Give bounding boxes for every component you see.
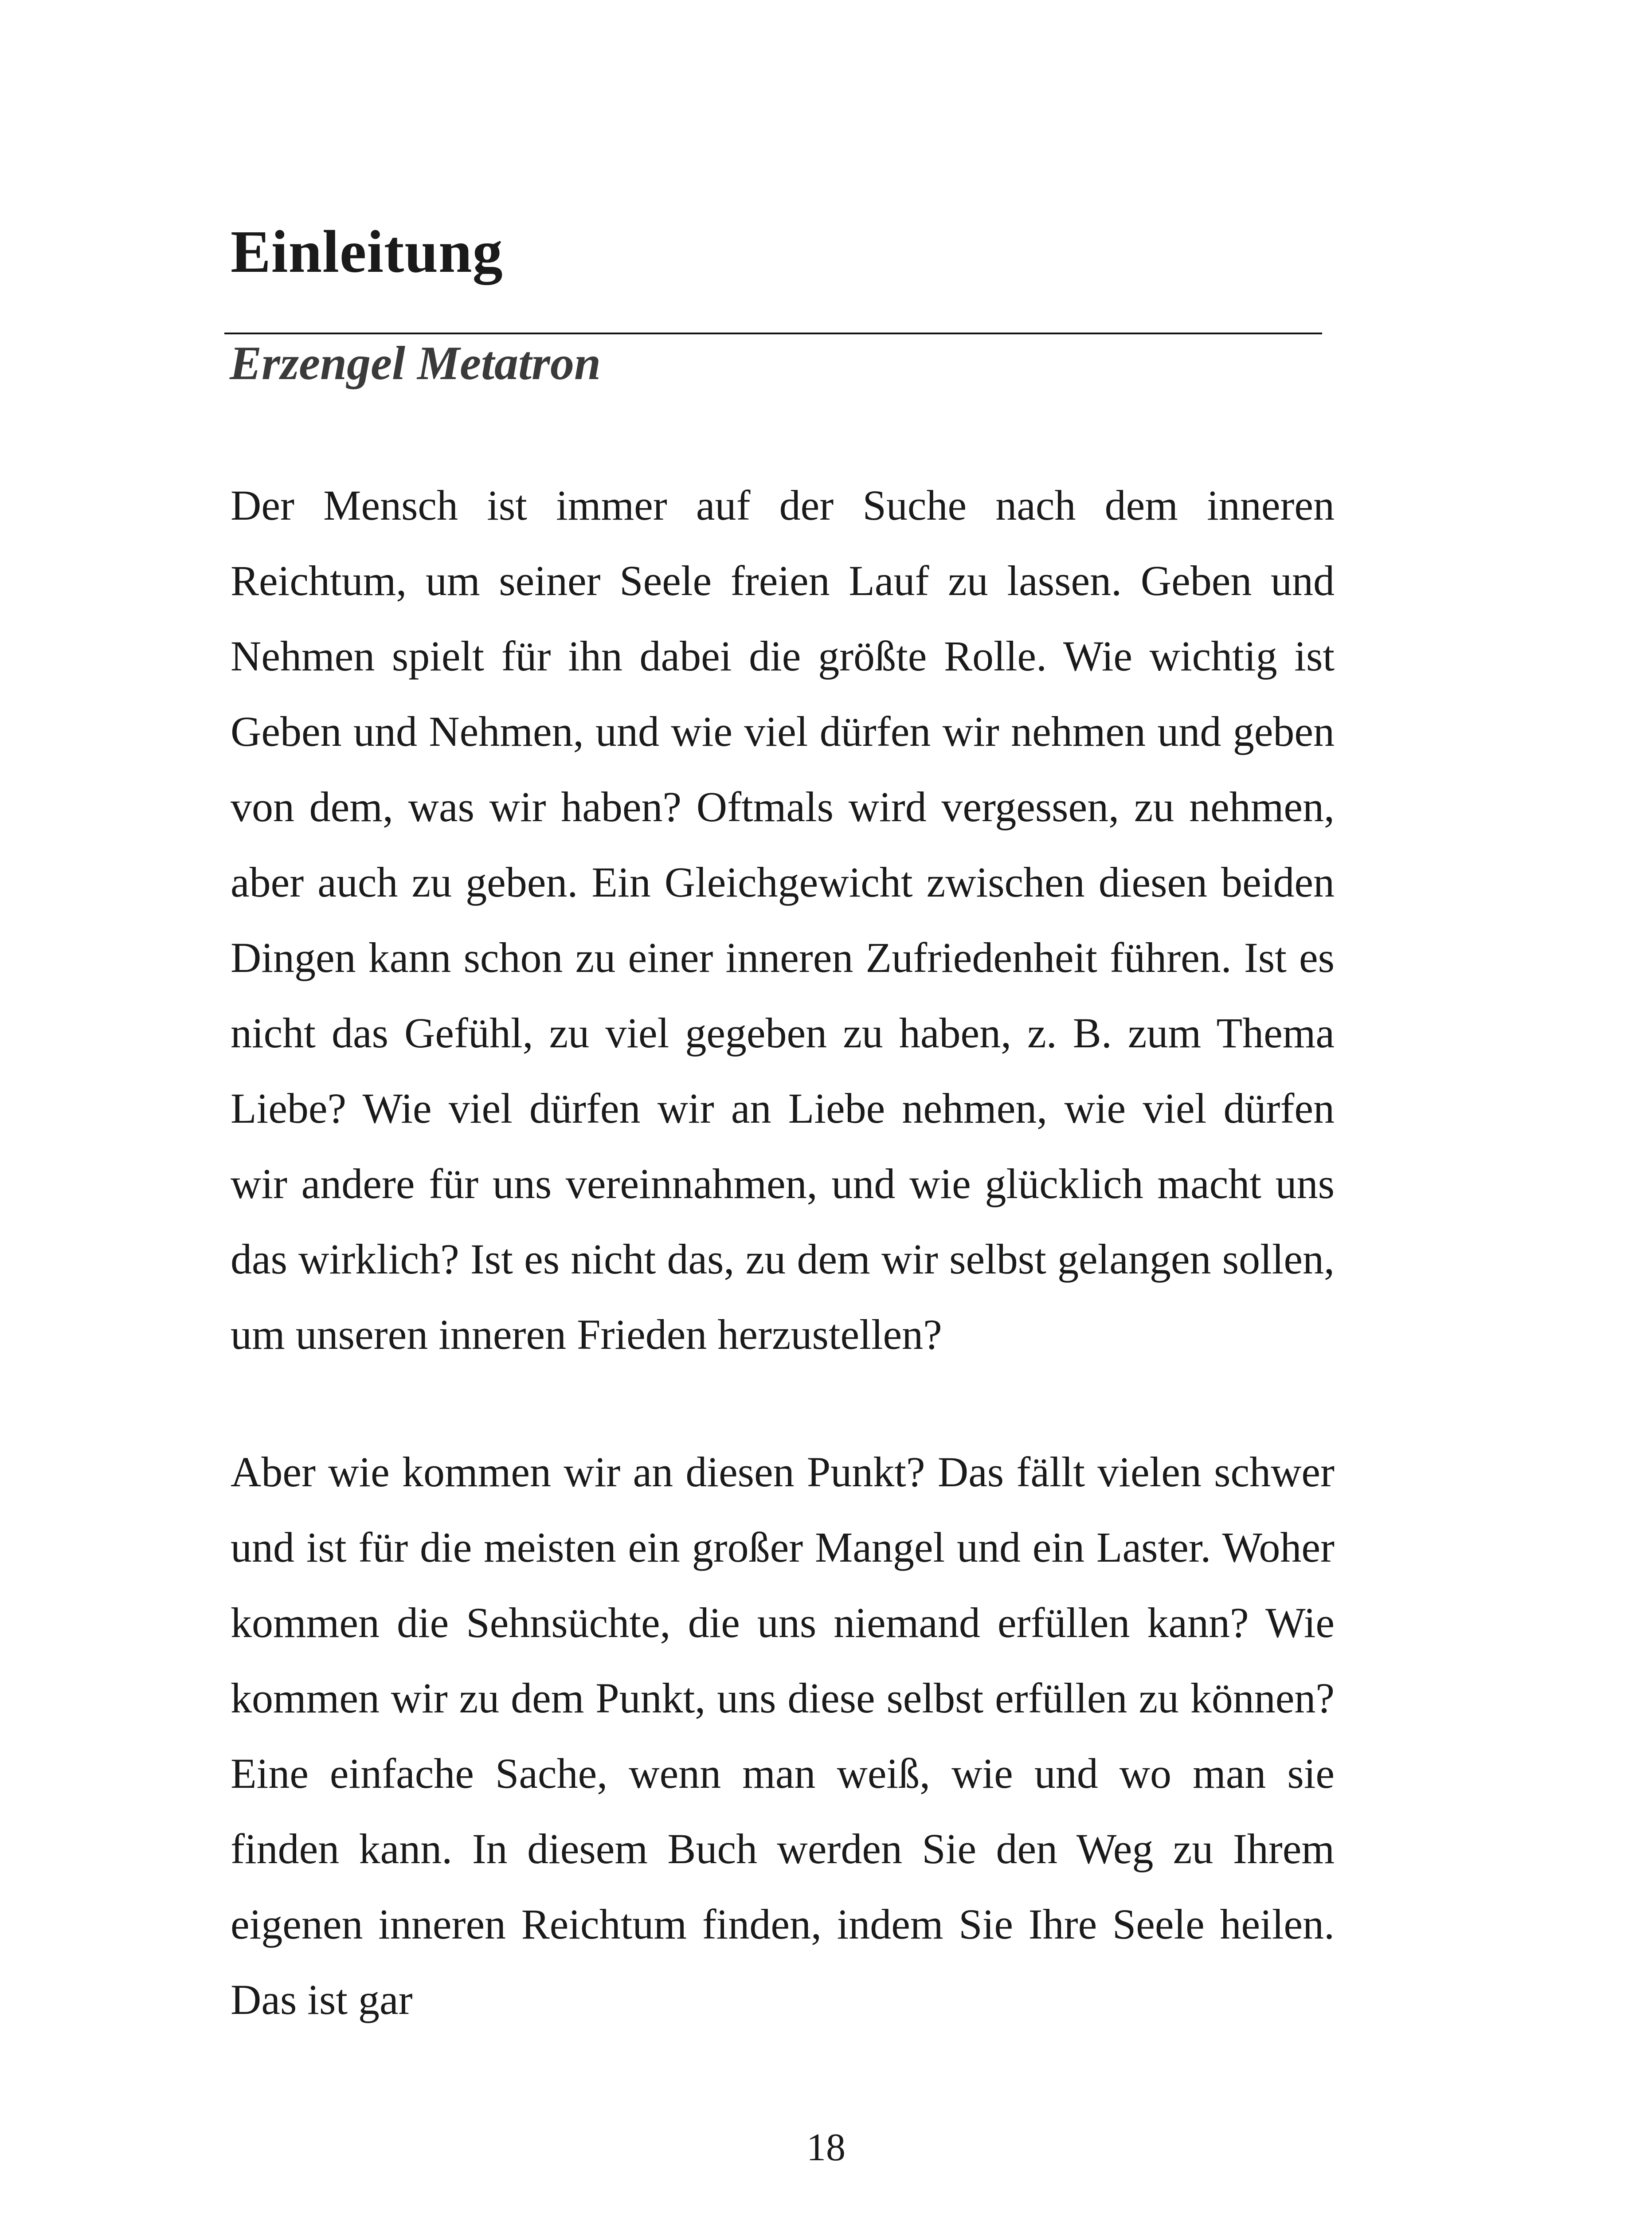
title-divider <box>224 333 1322 334</box>
body-paragraph: Der Mensch ist immer auf der Suche nach dem inneren Reichtum, um seiner Seele freien Lauf zu lassen. Geben und Nehmen spielt für ihn dabei die größte Rolle. Wie wichtig ist Geben und Nehmen, und wie viel dürfen wir nehmen und geben von dem, was wir haben? Oftmals wird vergessen, zu nehmen, aber auch zu geben. Ein Gleichgewicht zwischen diesen beiden Dingen kann schon zu einer inneren Zufriedenheit führen. Ist es nicht das Gefühl, zu viel gegeben zu haben, z. B. zum Thema Liebe? Wie viel dürfen wir an Liebe nehmen, wie viel dürfen wir andere für uns vereinnahmen, und wie glücklich macht uns das wirklich? Ist es nicht das, zu dem wir selbst gelangen sollen, um unseren inneren Frieden herzustellen? <box>231 482 1335 1358</box>
page-number: 18 <box>806 2126 846 2169</box>
chapter-title: Einleitung <box>231 219 503 285</box>
chapter-subtitle: Erzengel Metatron <box>230 337 601 390</box>
body-paragraph: Aber wie kommen wir an diesen Punkt? Das fällt vielen schwer und ist für die meisten ein großer Mangel und ein Laster. Woher kommen die Sehnsüchte, die uns niemand erfüllen kann? Wie kommen wir zu dem Punkt, uns diese selbst erfüllen zu können? Eine einfache Sache, wenn man weiß, wie und wo man sie finden kann. In diesem Buch werden Sie den Weg zu Ihrem eigenen inneren Reichtum finden, indem Sie Ihre Seele heilen. Das ist gar <box>231 1448 1335 2023</box>
